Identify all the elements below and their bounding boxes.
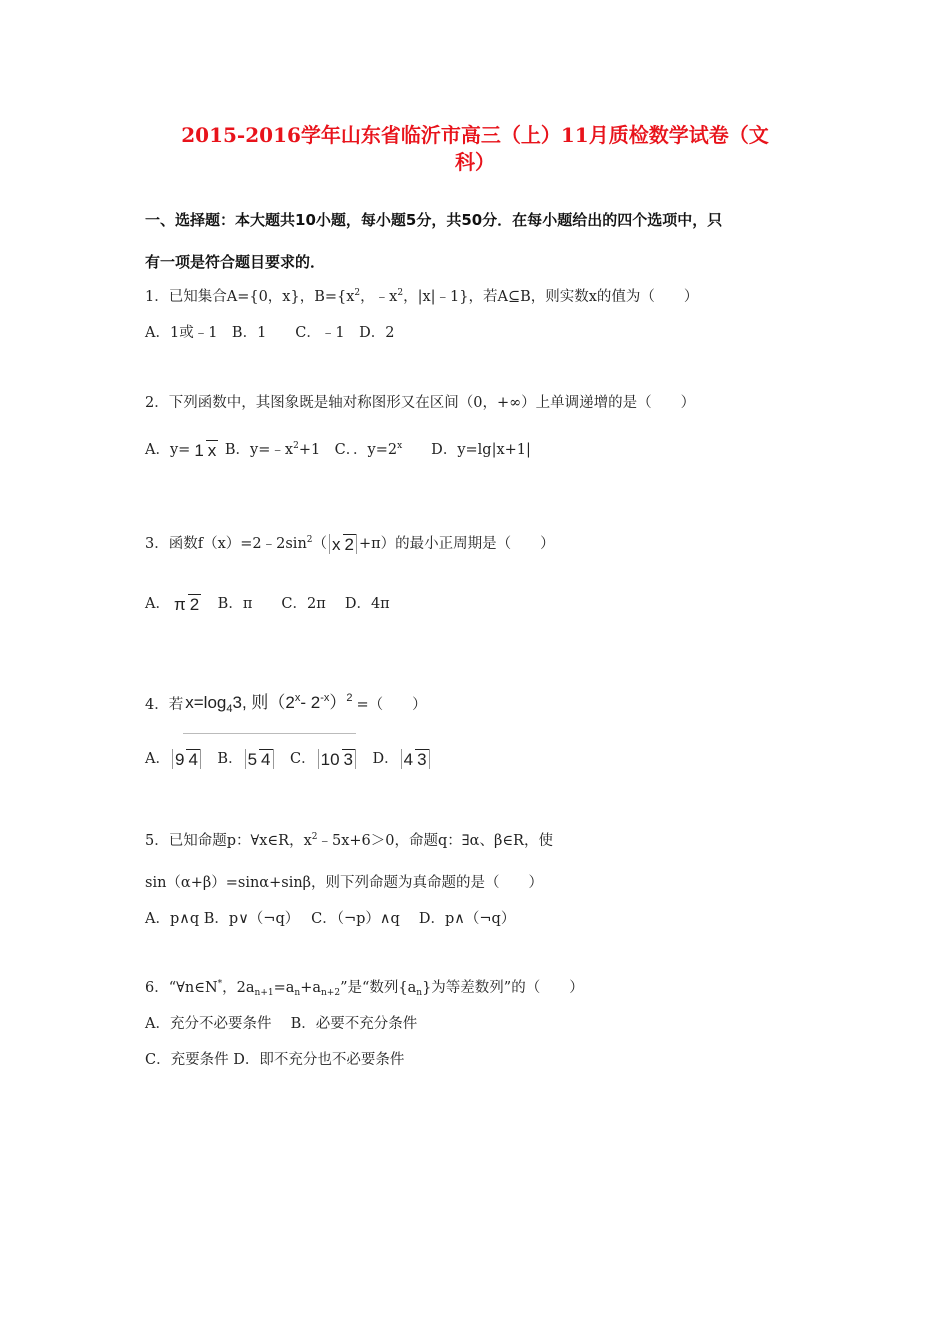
page-title-line2: 科）: [455, 150, 495, 174]
question-5-options: A．p∧q B．p∨（¬q） C．（¬p）∧q D．p∧（¬q）: [145, 911, 516, 927]
fraction-10-over-3: 10 3: [318, 749, 356, 769]
fraction-4-over-3: 4 3: [401, 749, 430, 769]
fraction-9-over-4: 9 4: [172, 749, 201, 769]
question-2-stem: 2．下列函数中，其图象既是轴对称图形又在区间（0，+∞）上单调递增的是（ ）: [145, 395, 696, 411]
question-3-options: A． π 2 B．π C．2π D．4π: [145, 595, 390, 614]
question-5-stem: 5．已知命题p：∀x∈R，$x^2﹣5x+6>0$，命题q：∃α、β∈R，使: [145, 832, 553, 849]
fraction-x-over-2: x 2: [329, 534, 357, 554]
question-2-options: A．y= 1 x B．$y=﹣x^2+1$ C．．$y=2^x$ D．y=lg|x+1|: [145, 441, 531, 460]
section-heading-line1: 一、选择题：本大题共10小题，每小题5分，共50分．在每小题给出的四个选项中，只: [145, 211, 723, 229]
fraction-5-over-4: 5 4: [245, 749, 274, 769]
question-6-options-ab: A．充分不必要条件 B．必要不充分条件: [145, 1016, 418, 1032]
fraction-1-over-x: 1 x: [194, 441, 217, 460]
page-title-line1: 2015-2016学年山东省临沂市高三（上）11月质检数学试卷（文: [181, 123, 769, 147]
question-6-stem: 6．“∀n∈N*，$2a_{n+1}=a_n+a_{n+2}$”是“数列$\{a_n\}$为等差数列”的（ ）: [145, 979, 584, 998]
question-4-stem: 4．若 $x=\log_43$, 则（2$^x$- $2^{-x})^2$ =（ ）: [145, 676, 427, 734]
question-5-line2: sin（α+β）=sinα+sinβ，则下列命题为真命题的是（ ）: [145, 875, 544, 891]
equation-image: $x=\log_43$, 则（2$^x$- $2^{-x})^2$: [183, 676, 356, 734]
fraction-pi-over-2: π 2: [173, 595, 200, 614]
question-4-options: A． 9 4 B． 5 4 C． 10 3 D． 4 3: [145, 736, 432, 782]
question-1-stem: 1．已知集合A={0，x}，$B=\{x^2$，$﹣x^2$，|x|﹣1}，若A⊆B，则实数x的值为（ ）: [145, 288, 699, 305]
question-1-options: A．1或﹣1 B．1 C．﹣1 D．2: [145, 325, 395, 341]
question-3-stem: 3．函数$f(x)=2﹣2\sin^2$（ x 2 +π）的最小正周期是（ ）: [145, 535, 555, 554]
section-heading-line2: 有一项是符合题目要求的．: [145, 253, 326, 271]
question-6-options-cd: C．充要条件 D．即不充分也不必要条件: [145, 1052, 405, 1068]
